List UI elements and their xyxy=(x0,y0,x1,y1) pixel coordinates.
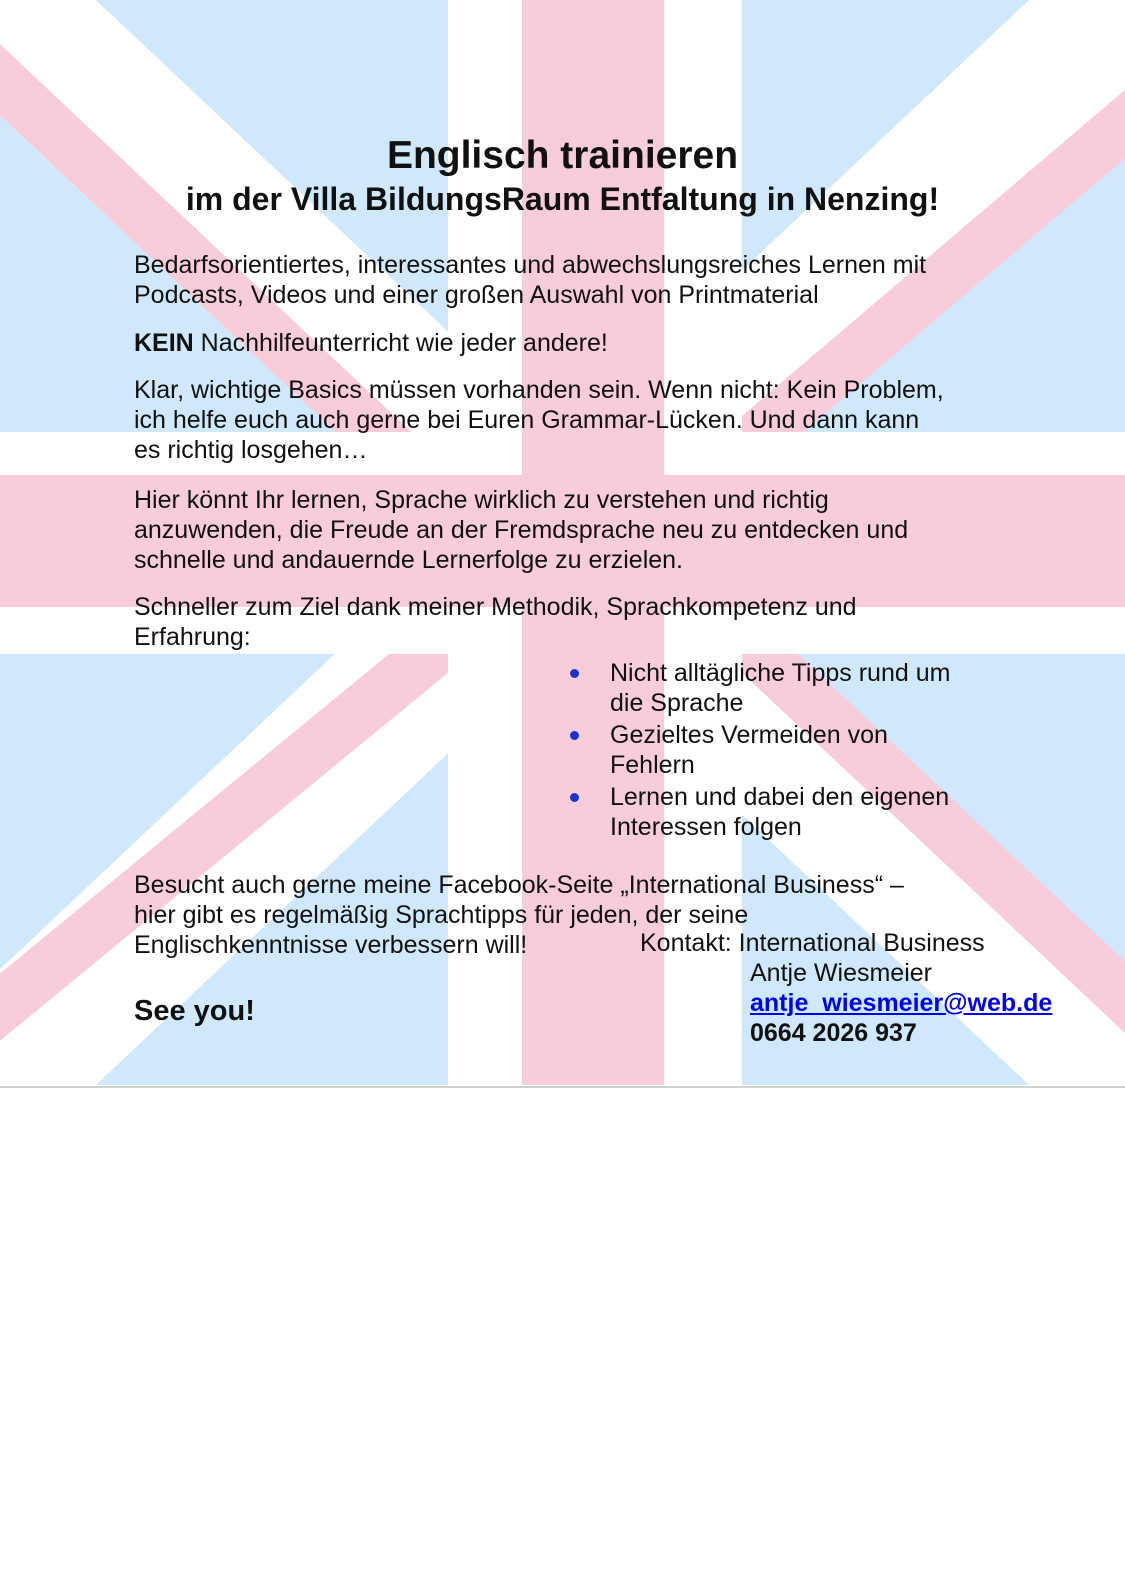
bullet-1-line-1: Nicht alltägliche Tipps rund um xyxy=(610,659,951,687)
flag-bottom-edge xyxy=(0,1086,1125,1088)
basics-line-3: es richtig losgehen… xyxy=(134,436,368,464)
learning-paragraph xyxy=(134,485,908,575)
facebook-line-2: hier gibt es regelmäßig Sprachtipps für jeden, der seine xyxy=(134,901,749,929)
closing-text: See you! xyxy=(134,995,255,1027)
bullet-1-line-2: die Sprache xyxy=(610,689,744,717)
kein-paragraph xyxy=(134,328,608,358)
bullet-3-line-2: Interessen folgen xyxy=(610,813,802,841)
contact-phone: 0664 2026 937 xyxy=(750,1019,917,1047)
bullet-icon xyxy=(570,669,579,678)
list-item xyxy=(570,782,1010,842)
page-subtitle: im der Villa BildungsRaum Entfaltung in Nenzing! xyxy=(185,181,940,217)
basics-line-2: ich helfe euch auch gerne bei Euren Grammar-Lücken. Und dann kann xyxy=(134,406,920,434)
contact-label: Kontakt: International Business xyxy=(640,929,985,957)
bullet-3-line-1: Lernen und dabei den eigenen xyxy=(610,783,950,811)
method-line-1: Schneller zum Ziel dank meiner Methodik, Sprachkompetenz und xyxy=(134,593,857,621)
learning-line-1: Hier könnt Ihr lernen, Sprache wirklich zu verstehen und richtig xyxy=(134,486,829,514)
method-line-2: Erfahrung: xyxy=(134,623,251,651)
intro-line-2: Podcasts, Videos und einer großen Auswahl von Printmaterial xyxy=(134,281,819,309)
facebook-line-1: Besucht auch gerne meine Facebook-Seite „International Business“ – xyxy=(134,871,904,899)
bullet-2-line-2: Fehlern xyxy=(610,751,695,779)
bullet-2-line-1: Gezieltes Vermeiden von xyxy=(610,721,888,749)
benefits-list xyxy=(570,658,1010,844)
learning-line-3: schnelle und andauernde Lernerfolge zu erzielen. xyxy=(134,546,683,574)
facebook-line-3: Englischkenntnisse verbessern will! xyxy=(134,931,528,959)
bullet-icon xyxy=(570,731,579,740)
contact-name: Antje Wiesmeier xyxy=(750,959,932,987)
learning-line-2: anzuwenden, die Freude an der Fremdsprache neu zu entdecken und xyxy=(134,516,909,544)
contact-block xyxy=(640,928,1052,1048)
page-title: Englisch trainieren xyxy=(386,134,739,177)
intro-paragraph xyxy=(134,250,926,310)
basics-line-1: Klar, wichtige Basics müssen vorhanden sein. Wenn nicht: Kein Problem, xyxy=(134,376,944,404)
kein-rest-text: Nachhilfeunterricht wie jeder andere! xyxy=(193,329,608,357)
basics-paragraph xyxy=(134,375,944,465)
bullet-icon xyxy=(570,793,579,802)
intro-line-1: Bedarfsorientiertes, interessantes und abwechslungsreiches Lernen mit xyxy=(134,251,927,279)
method-paragraph xyxy=(134,592,857,652)
list-item xyxy=(570,720,1010,780)
contact-email-link[interactable]: antje_wiesmeier@web.de xyxy=(750,989,1053,1017)
list-item xyxy=(570,658,1010,718)
kein-bold-text: KEIN xyxy=(134,329,194,357)
